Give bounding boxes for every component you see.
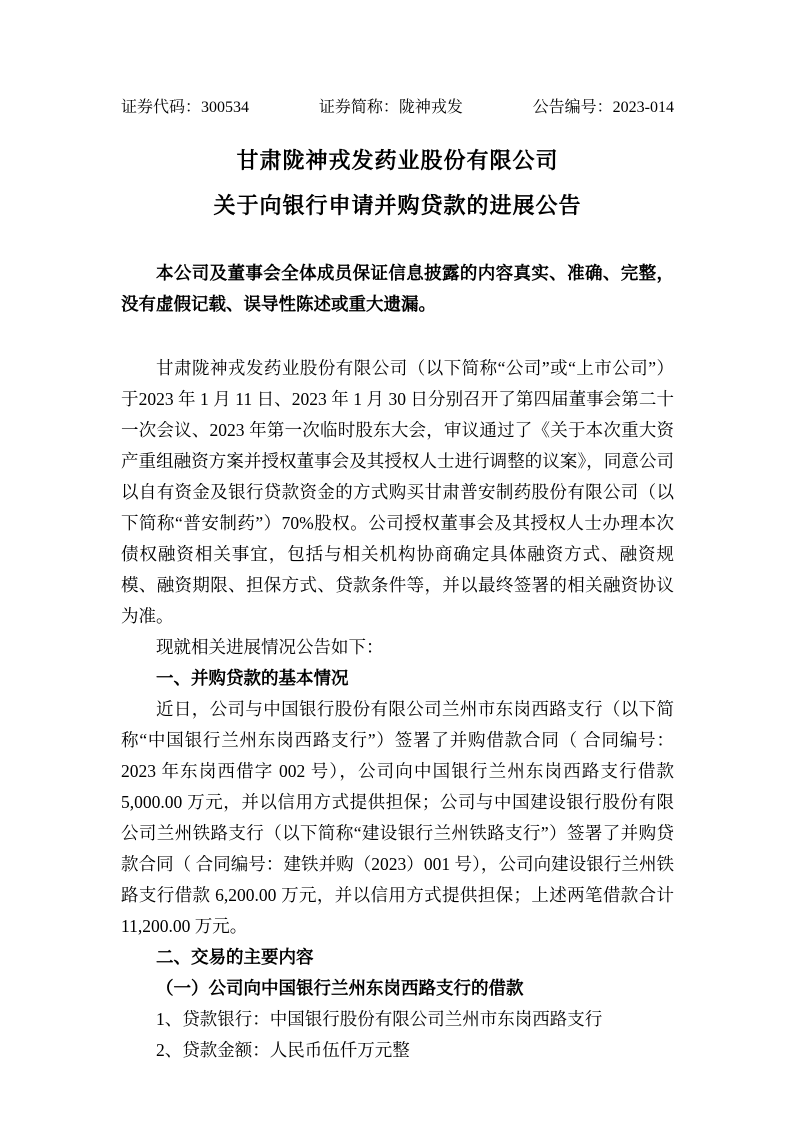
paragraph-resolution-background: 甘肃陇神戎发药业股份有限公司（以下简称“公司”或“上市公司”）于2023 年 1 月 11 日、2023 年 1 月 30 日分别召开了第四届董事会第二十一次会议、2023 年第一次临时股东大会，审议通过了《关于本次重大资产重组融资方案并授权董事会及其授权人士进行调整的议案》，同意公司以自有资金及银行贷款资金的方式购买甘肃普安制药股份有限公司（以下简称“普安制药”）70%股权。公司授权董事会及其授权人士办理本次债权融资相关事宜，包括与相关机构协商确定具体融资方式、融资规模、融资期限、担保方式、贷款条件等，并以最终签署的相关融资协议为准。 [121,358,674,626]
item-loan-bank: 1、贷款银行：中国银行股份有限公司兰州市东岗西路支行 [156,1009,603,1029]
document-body [121,353,674,1066]
heading-boc-loan: （一）公司向中国银行兰州东岗西路支行的借款 [156,978,524,998]
stock-abbreviation: 证券简称：陇神戎发 [318,99,463,116]
security-info-header [121,0,674,119]
paragraph-loan-details: 近日，公司与中国银行股份有限公司兰州市东岗西路支行（以下简称“中国银行兰州东岗西路支行”）签署了并购借款合同（ 合同编号：2023 年东岗西借字 002 号），公司向中国银行兰州东岗西路支行借款 5,000.00 万元，并以信用方式提供担保；公司与中国建设银行股份有限公司兰州铁路支行（以下简称“建设银行兰州铁路支行”）签署了并购贷款合同（ 合同编号：建铁并购（2023）001 号），公司向建设银行兰州铁路支行借款 6,200.00 万元，并以信用方式提供担保；上述两笔借款合计 11,200.00 万元。 [121,699,674,936]
item-loan-amount: 2、贷款金额：人民币伍仟万元整 [156,1040,410,1060]
heading-loan-basic-info: 一、并购贷款的基本情况 [156,668,349,688]
announcement-number: 公告编号：2023-014 [532,99,674,116]
heading-transaction-content: 二、交易的主要内容 [156,947,314,967]
stock-code: 证券代码：300534 [121,99,250,116]
company-name-title: 甘肃陇神戎发药业股份有限公司 [236,148,559,173]
announcement-title: 关于向银行申请并购贷款的进展公告 [213,193,582,218]
board-disclaimer: 本公司及董事会全体成员保证信息披露的内容真实、准确、完整，没有虚假记载、误导性陈述或重大遗漏。 [121,263,674,314]
paragraph-progress-intro: 现就相关进展情况公告如下： [156,637,384,657]
